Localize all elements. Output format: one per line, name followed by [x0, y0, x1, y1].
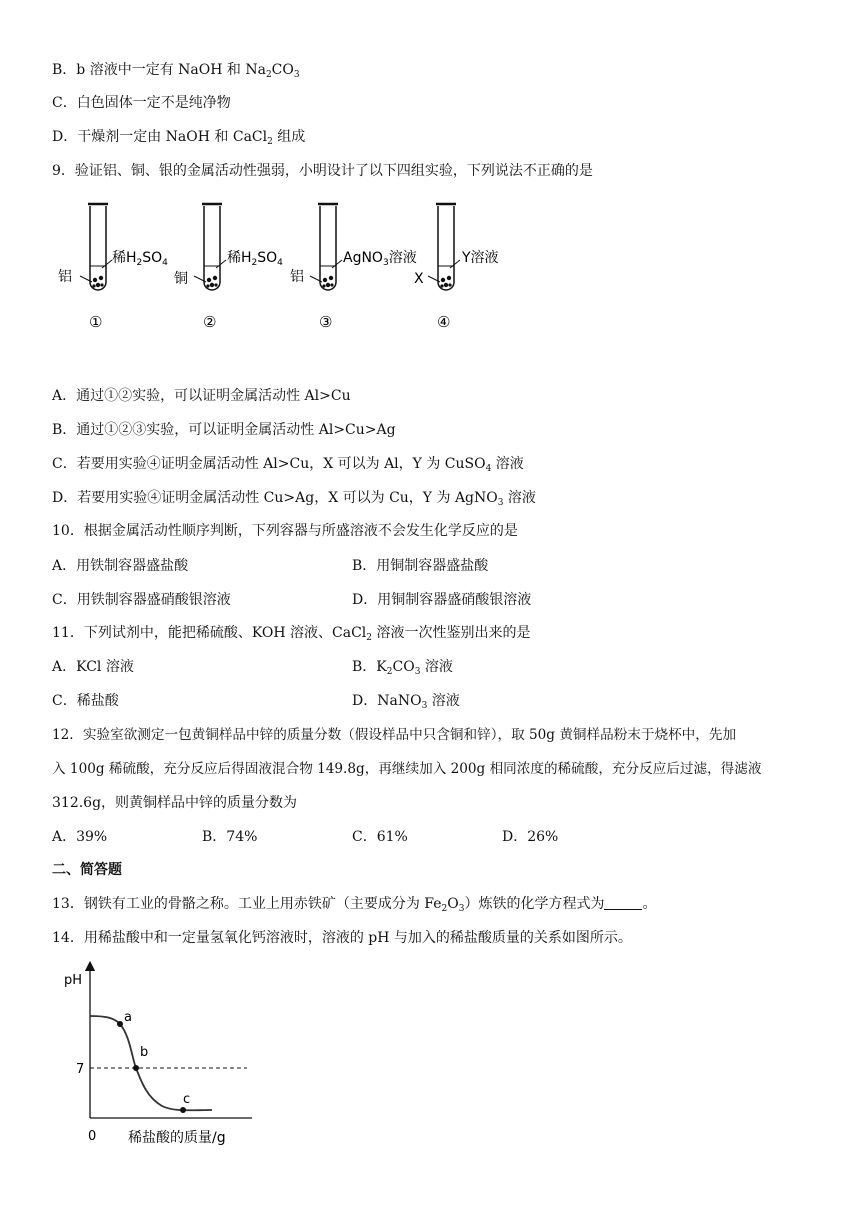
tube-3-reagent: AgNO$_3$溶液	[343, 250, 417, 268]
q8-option-d: D．干燥剂一定由 NaOH 和 CaCl$_2$ 组成	[52, 129, 306, 147]
q10-stem: 10．根据金属活动性顺序判断，下列容器与所盛溶液不会发生化学反应的是	[52, 523, 518, 539]
q11-option-d: D．NaNO$_3$ 溶液	[352, 693, 460, 711]
y-axis-label: pH	[64, 973, 83, 988]
point-c	[180, 1107, 186, 1113]
tube-3-metal: 铝	[290, 269, 304, 285]
tube-3-number: ③	[319, 313, 333, 331]
tube-4-reagent: Y溶液	[462, 250, 499, 266]
q11-stem: 11．下列试剂中，能把稀硫酸、KOH 溶液、CaCl$_2$ 溶液一次性鉴别出来的是	[52, 625, 531, 643]
answer-blank[interactable]	[604, 895, 642, 910]
q9-option-a: A．通过①②实验，可以证明金属活动性 Al>Cu	[52, 388, 351, 404]
tube-1-reagent: 稀$H_2SO_4$	[112, 250, 168, 268]
tube-2-metal: 铜	[174, 271, 188, 287]
q9-option-d: D．若要用实验④证明金属活动性 Cu>Ag，X 可以为 Cu，Y 为 AgNO$_3$ 溶液	[52, 490, 536, 508]
q11-option-b: B．$K_2CO_3$ 溶液	[352, 659, 453, 677]
tube-4	[428, 204, 460, 290]
q8-option-c: C．白色固体一定不是纯净物	[52, 95, 231, 111]
q10-option-b: B．用铜制容器盛盐酸	[352, 558, 489, 574]
label-c: c	[183, 1092, 191, 1107]
tube-4-number: ④	[437, 313, 451, 331]
q12-option-c: C．61%	[352, 829, 408, 845]
q10-option-c: C．用铁制容器盛硝酸银溶液	[52, 592, 231, 608]
tube-4-metal: X	[414, 271, 424, 287]
tube-1	[80, 204, 112, 290]
label-a: a	[124, 1010, 132, 1025]
q11-option-c: C．稀盐酸	[52, 693, 119, 709]
tube-2-reagent: 稀$H_2SO_4$	[227, 250, 283, 268]
ref-value-label: 7	[76, 1062, 85, 1077]
q11-option-a: A．KCl 溶液	[52, 659, 134, 675]
q9-option-c: C．若要用实验④证明金属活动性 Al>Cu，X 可以为 Al，Y 为 CuSO$_4$ 溶液	[52, 456, 524, 474]
section-title: 二、简答题	[52, 862, 122, 878]
q9-option-b: B．通过①②③实验，可以证明金属活动性 Al>Cu>Ag	[52, 422, 396, 438]
q12-stem-line-1: 12．实验室欲测定一包黄铜样品中锌的质量分数（假设样品中只含铜和锌），取 50g 黄铜样品粉末于烧杯中，先加	[52, 727, 737, 743]
q9-test-tubes-figure	[52, 196, 522, 336]
label-b: b	[140, 1045, 149, 1060]
point-a	[117, 1021, 123, 1027]
q14-stem: 14．用稀盐酸中和一定量氢氧化钙溶液时，溶液的 pH 与加入的稀盐酸质量的关系如图所示。	[52, 930, 632, 946]
origin-label: 0	[88, 1129, 97, 1144]
ph-curve-chart	[52, 958, 262, 1150]
x-axis-label: 稀盐酸的质量/g	[128, 1130, 226, 1146]
tube-2-number: ②	[203, 313, 217, 331]
tube-1-number: ①	[89, 313, 103, 331]
tube-3	[310, 204, 342, 290]
tube-2	[194, 204, 226, 290]
q12-option-b: B．74%	[202, 829, 258, 845]
ph-curve	[90, 1016, 212, 1110]
q12-option-d: D．26%	[502, 829, 559, 845]
q10-option-a: A．用铁制容器盛盐酸	[52, 558, 189, 574]
q9-stem: 9．验证铝、铜、银的金属活动性强弱，小明设计了以下四组实验，下列说法不正确的是	[52, 163, 593, 179]
point-b	[133, 1065, 139, 1071]
tube-1-metal: 铝	[58, 269, 72, 285]
q12-option-a: A．39%	[52, 829, 108, 845]
q8-option-b: B．b 溶液中一定有 NaOH 和 $Na_2CO_3$	[52, 62, 300, 80]
q10-option-d: D．用铜制容器盛硝酸银溶液	[352, 592, 532, 608]
q12-stem-line-2: 入 100g 稀硫酸，充分反应后得固液混合物 149.8g，再继续加入 200g 相同浓度的稀硫酸，充分反应后过滤，得滤液	[52, 761, 762, 777]
q13-stem: 13．钢铁有工业的骨骼之称。工业上用赤铁矿（主要成分为 $Fe_2O_3$）炼铁的化学方程式为 。	[52, 896, 657, 914]
q12-stem-line-3: 312.6g，则黄铜样品中锌的质量分数为	[52, 795, 298, 811]
